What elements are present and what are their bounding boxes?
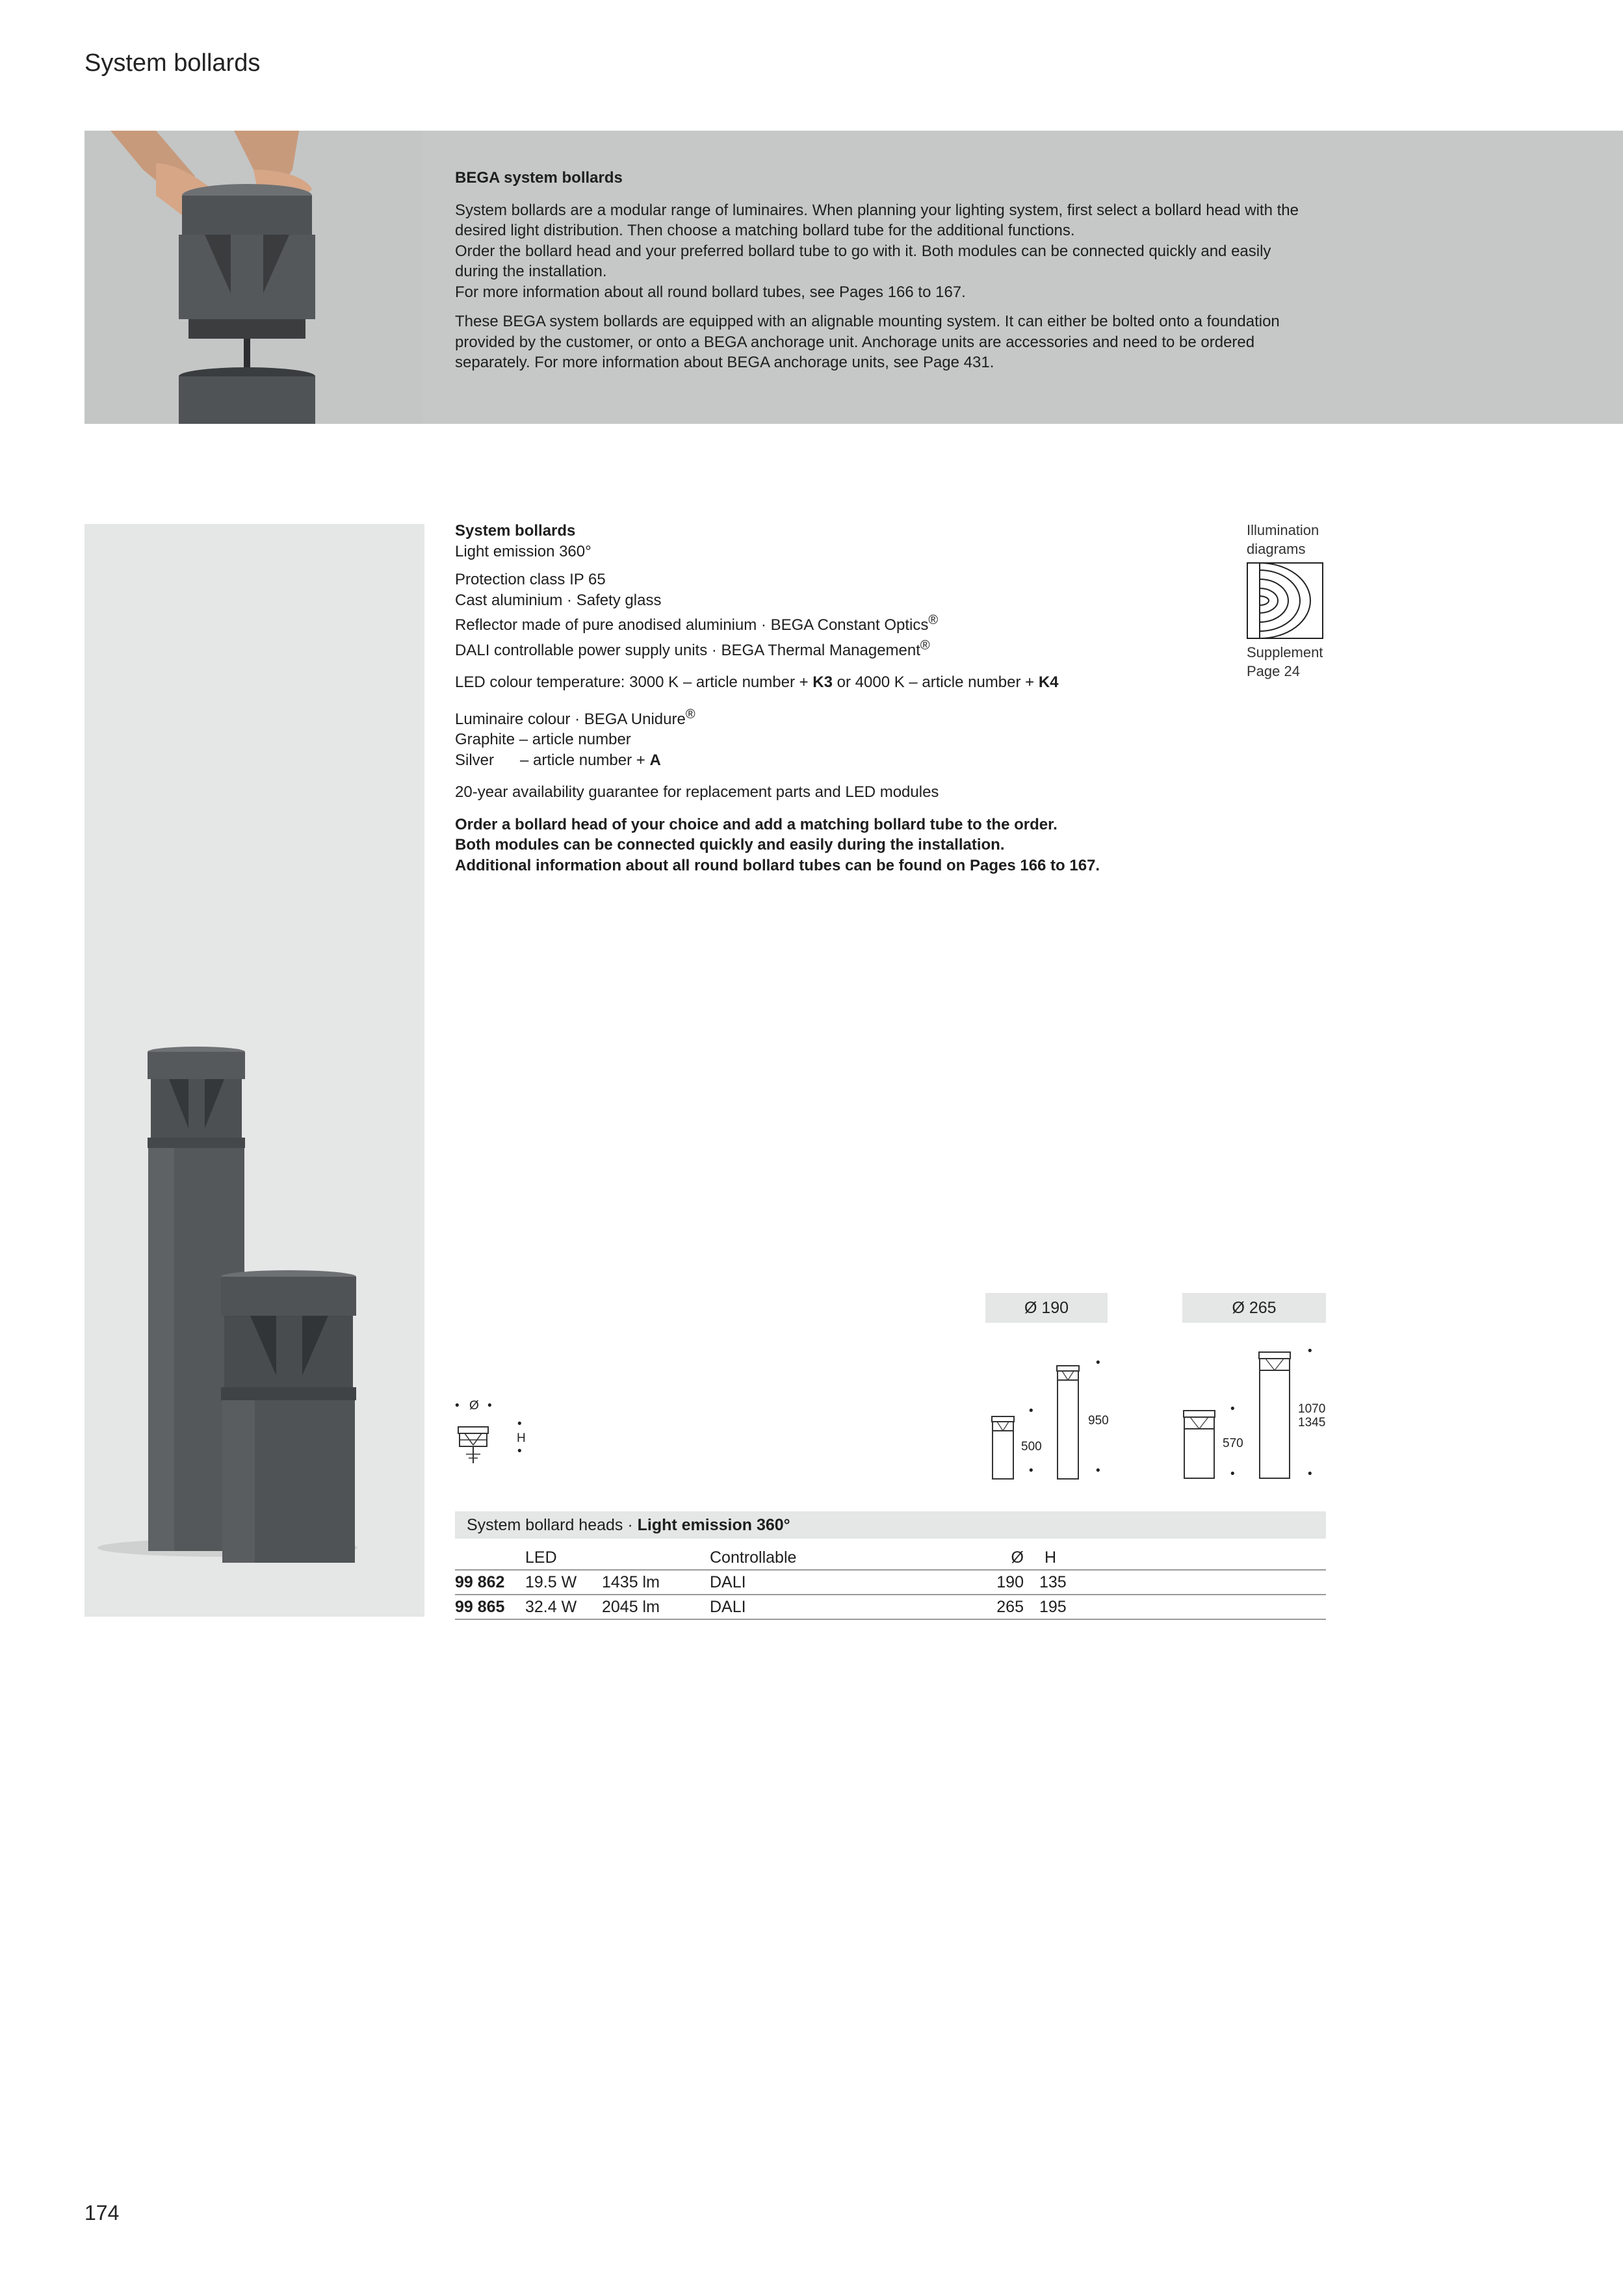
spec-guarantee: 20-year availability guarantee for replacement parts and LED modules xyxy=(455,783,939,801)
col-article xyxy=(455,1546,525,1570)
product-table xyxy=(455,1546,1326,1620)
dim-265-dot-a: • xyxy=(1230,1402,1235,1416)
col-controllable: Controllable xyxy=(710,1546,991,1570)
row-led-power: 32.4 W xyxy=(525,1595,602,1619)
row-led-power: 19.5 W xyxy=(525,1570,602,1595)
dim-190-dot-b: • xyxy=(1029,1464,1033,1478)
spec-led-label: LED colour temperature: 3000 K – article number + xyxy=(455,673,813,691)
spec-silver-code: A xyxy=(649,751,661,769)
row-lumen: 1435 lm xyxy=(602,1570,710,1595)
dim-key-dot-top: • xyxy=(517,1417,522,1431)
table-header-bold: Light emission 360° xyxy=(637,1516,790,1534)
dim-190-dot-d: • xyxy=(1096,1464,1100,1478)
col-diameter: Ø xyxy=(991,1546,1024,1570)
table-column-header-row xyxy=(455,1546,1326,1570)
illumination-supplement: Supplement xyxy=(1247,644,1323,660)
dim-tab-265: Ø 265 xyxy=(1182,1293,1326,1323)
dim-key-dot-right: • xyxy=(487,1399,492,1413)
dim-190-tall-height: 950 xyxy=(1088,1414,1109,1428)
spec-led-k3: K3 xyxy=(812,673,833,691)
spec-protection: Protection class IP 65 xyxy=(455,571,606,588)
dim-265-dot-d: • xyxy=(1308,1467,1312,1481)
dim-265-tall-height-b: 1345 xyxy=(1298,1416,1326,1429)
dim-drawing-190 xyxy=(991,1364,1088,1485)
intro-text-block xyxy=(455,168,1313,382)
intro-paragraph-3: For more information about all round bollard tubes, see Pages 166 to 167. xyxy=(455,283,966,301)
row-controllable: DALI xyxy=(710,1595,991,1619)
spec-order-1: Order a bollard head of your choice and add a matching bollard tube to the order. xyxy=(455,815,1058,833)
illumination-diagram-icon xyxy=(1247,562,1323,639)
spec-text-block: System bollards Light emission 360° Protection class IP 65 Cast aluminium · Safety glass Reflector made of pure anodised aluminium · BEGA Constant Optics® DALI controllable power supply units · BEGA Thermal Management® LED colour temperature: 3000 K – article number + K3 or 4000 K – article number + K4 Luminaire colour · BEGA Unidure® Graphite – article number Silver – article number + A 20-year availability guarantee for replacement parts and LED modules Order a bollard head of your choice and add a matching bollard tube to the order. Both modules can be connected quickly and easily during the installation. Additional information about all round bollard tubes can be found on Pages 166 to 167. xyxy=(455,521,1196,887)
row-article: 99 865 xyxy=(455,1595,525,1619)
intro-paragraph-4: These BEGA system bollards are equipped with an alignable mounting system. It can either be bolted onto a foundation provided by the customer, or onto a BEGA anchorage unit. Anchorage units are accessories and need to be ordered separately. For more information about BEGA anchorage units, see Page 431. xyxy=(455,313,1280,371)
row-controllable: DALI xyxy=(710,1570,991,1595)
spec-material: Cast aluminium · Safety glass xyxy=(455,591,662,609)
dim-265-tall-height-a: 1070 xyxy=(1298,1402,1326,1416)
dim-drawing-265 xyxy=(1182,1351,1299,1484)
spec-order-3: Additional information about all round bollard tubes can be found on Pages 166 to 167. xyxy=(455,856,1100,874)
dim-key-dot-left: • xyxy=(455,1399,460,1413)
col-height: H xyxy=(1024,1546,1326,1570)
table-row xyxy=(455,1570,1326,1595)
col-lumen xyxy=(602,1546,710,1570)
col-led: LED xyxy=(525,1546,602,1570)
spec-title: System bollards xyxy=(455,522,576,540)
row-height: 195 xyxy=(1024,1595,1326,1619)
dim-265-dot-c: • xyxy=(1308,1344,1312,1358)
spec-graphite: Graphite – article number xyxy=(455,731,631,748)
dim-key-diam: Ø xyxy=(469,1399,479,1413)
page-title: System bollards xyxy=(84,49,261,77)
intro-paragraph-2: Order the bollard head and your preferred bollard tube to go with it. Both modules can be connected quickly and easily during the installation. xyxy=(455,242,1271,280)
dim-tab-190: Ø 190 xyxy=(985,1293,1108,1323)
spec-reflector: Reflector made of pure anodised aluminium · BEGA Constant Optics xyxy=(455,616,929,634)
intro-paragraph-1: System bollards are a modular range of luminaires. When planning your lighting system, first select a bollard head with the desired light distribution. Then choose a matching bollard tube for the additional functions. xyxy=(455,201,1299,239)
table-header-prefix: System bollard heads · xyxy=(467,1516,638,1534)
dim-key-h: H xyxy=(517,1431,526,1445)
table-row xyxy=(455,1595,1326,1619)
illumination-label-1: Illumination xyxy=(1247,522,1319,538)
row-height: 135 xyxy=(1024,1570,1326,1595)
dim-190-dot-a: • xyxy=(1029,1404,1033,1418)
row-diameter: 190 xyxy=(991,1570,1024,1595)
row-lumen: 2045 lm xyxy=(602,1595,710,1619)
page-number: 174 xyxy=(84,2201,120,2224)
spec-silver-label: Silver – article number + xyxy=(455,751,650,769)
spec-power: DALI controllable power supply units · BEGA Thermal Management xyxy=(455,641,920,659)
spec-subtitle: Light emission 360° xyxy=(455,542,591,560)
dim-190-dot-c: • xyxy=(1096,1356,1100,1370)
spec-order-2: Both modules can be connected quickly and easily during the installation. xyxy=(455,836,1005,854)
illumination-label-2: diagrams xyxy=(1247,541,1306,557)
illumination-page: Page 24 xyxy=(1247,663,1300,679)
spec-led-k4: K4 xyxy=(1038,673,1059,691)
row-article: 99 862 xyxy=(455,1570,525,1595)
hero-photo-hands-bollard xyxy=(84,131,422,424)
dim-key-bollard-icon xyxy=(457,1426,489,1481)
spec-colour-label: Luminaire colour · BEGA Unidure xyxy=(455,710,686,728)
row-diameter: 265 xyxy=(991,1595,1024,1619)
dim-key-dot-bottom: • xyxy=(517,1444,522,1458)
intro-heading: BEGA system bollards xyxy=(455,169,623,187)
dim-190-short-height: 500 xyxy=(1021,1440,1042,1454)
product-table-header xyxy=(455,1511,1326,1539)
product-photo-panel xyxy=(84,524,424,1617)
dim-265-short-height: 570 xyxy=(1223,1437,1243,1450)
spec-led-or: or 4000 K – article number + xyxy=(832,673,1039,691)
illumination-diagrams xyxy=(1247,521,1364,681)
dim-265-dot-b: • xyxy=(1230,1467,1235,1481)
